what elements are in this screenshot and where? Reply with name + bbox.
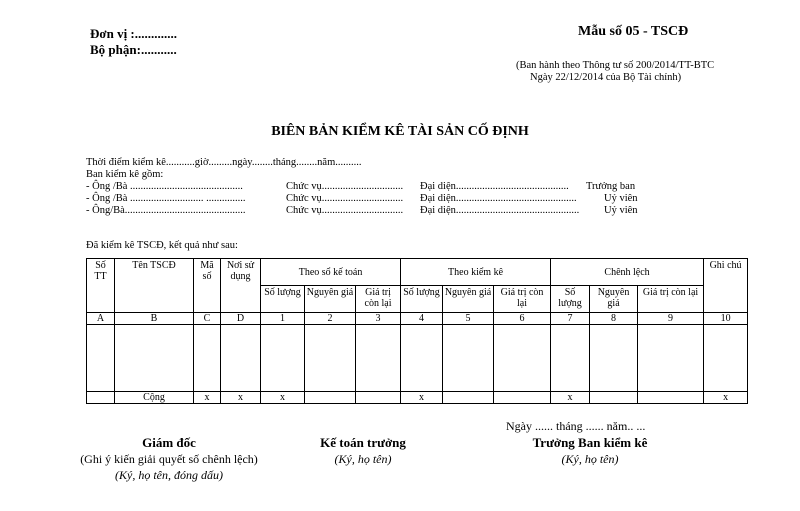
sub-so-luong: Số lượng — [551, 286, 590, 313]
circular-note-line1: (Ban hành theo Thông tư số 200/2014/TT-BTC — [516, 60, 715, 71]
index-row — [87, 313, 748, 325]
header-chenh-lech: Chênh lệch — [551, 259, 704, 286]
index-cell: 3 — [356, 313, 401, 325]
member-position: Chức vụ............................... — [286, 181, 404, 192]
sub-so-luong: Số lượng — [261, 286, 305, 313]
empty-data-row — [87, 325, 748, 392]
member-representative: Đại diện.............................................. — [420, 193, 577, 204]
date-line: Ngày ...... tháng ...... năm.. ... — [506, 419, 646, 433]
x-mark: x — [551, 392, 590, 404]
committee-head-sign-note: (Ký, họ tên) — [561, 452, 619, 466]
sub-gia-tri-con-lai: Giá trị còn lại — [356, 286, 401, 313]
member-name: - Ông /Bà ............................ ............... — [86, 193, 246, 204]
header-stt: Số TT — [87, 259, 115, 313]
intro-section — [86, 157, 746, 252]
index-cell: 9 — [638, 313, 704, 325]
sub-gia-tri-con-lai: Giá trị còn lại — [638, 286, 704, 313]
member-role: Uỷ viên — [604, 205, 638, 216]
committee-head-title: Trưởng Ban kiểm kê — [532, 435, 648, 450]
bo-phan-label: Bộ phận:........... — [90, 42, 177, 57]
document-title: BIÊN BẢN KIỂM KÊ TÀI SẢN CỐ ĐỊNH — [271, 124, 529, 139]
chief-accountant-sign-note: (Ký, họ tên) — [334, 452, 392, 466]
member-representative: Đại diện............................................... — [420, 205, 580, 216]
header-ghi-chu: Ghi chú — [704, 259, 748, 313]
sub-nguyen-gia: Nguyên giá — [305, 286, 356, 313]
director-signature — [44, 435, 294, 483]
committee-label: Ban kiểm kê gồm: — [86, 169, 164, 180]
index-cell: 6 — [494, 313, 551, 325]
x-mark: x — [704, 392, 748, 404]
total-row — [87, 392, 748, 404]
member-position: Chức vụ............................... — [286, 205, 404, 216]
director-title: Giám đốc — [142, 435, 196, 450]
member-representative: Đại diện........................................... — [420, 181, 569, 192]
director-sign-note: (Ký, họ tên, đóng dấu) — [115, 468, 223, 482]
committee-head-signature — [505, 435, 675, 467]
index-cell: 8 — [590, 313, 638, 325]
chief-accountant-signature — [288, 435, 438, 467]
index-cell: 1 — [261, 313, 305, 325]
director-note: (Ghi ý kiến giải quyết số chênh lệch) — [80, 452, 258, 466]
circular-note — [516, 60, 714, 84]
member-row — [86, 205, 746, 217]
index-cell: 5 — [443, 313, 494, 325]
header-theo-kiem-ke: Theo kiểm kê — [401, 259, 551, 286]
inventory-time: Thời điểm kiểm kê...........giờ.........ngày........tháng........năm.......... — [86, 157, 362, 168]
sub-gia-tri-con-lai: Giá trị còn lại — [494, 286, 551, 313]
member-row — [86, 193, 746, 205]
member-role: Trưởng ban — [586, 181, 636, 192]
x-mark: x — [261, 392, 305, 404]
index-cell: 4 — [401, 313, 443, 325]
header-theo-so-ke-toan: Theo sổ kế toán — [261, 259, 401, 286]
index-cell: B — [115, 313, 194, 325]
unit-header — [90, 26, 177, 58]
index-cell: 7 — [551, 313, 590, 325]
total-label: Cộng — [115, 392, 194, 404]
header-noi-su-dung: Nơi sử dụng — [221, 259, 261, 313]
index-cell: A — [87, 313, 115, 325]
circular-note-line2: Ngày 22/12/2014 của Bộ Tài chính) — [530, 72, 682, 83]
sub-nguyen-gia: Nguyên giá — [443, 286, 494, 313]
x-mark: x — [194, 392, 221, 404]
member-row — [86, 181, 746, 193]
result-label: Đã kiểm kê TSCĐ, kết quả như sau: — [86, 240, 238, 251]
x-mark: x — [221, 392, 261, 404]
index-cell: C — [194, 313, 221, 325]
header-ten-tscd: Tên TSCĐ — [115, 259, 194, 313]
member-position: Chức vụ............................... — [286, 193, 404, 204]
sub-so-luong: Số lượng — [401, 286, 443, 313]
member-role: Uỷ viên — [604, 193, 638, 204]
member-name: - Ông/Bà.............................................. — [86, 205, 246, 216]
form-number: Mẫu số 05 - TSCĐ — [578, 24, 689, 39]
chief-accountant-title: Kế toán trưởng — [320, 435, 406, 450]
index-cell: 10 — [704, 313, 748, 325]
x-mark: x — [401, 392, 443, 404]
member-name: - Ông /Bà ........................................... — [86, 181, 243, 192]
inventory-table — [86, 258, 748, 404]
index-cell: 2 — [305, 313, 356, 325]
sub-nguyen-gia: Nguyên giá — [590, 286, 638, 313]
header-ma-so: Mã số — [194, 259, 221, 313]
don-vi-label: Đơn vị :............. — [90, 26, 178, 41]
index-cell: D — [221, 313, 261, 325]
